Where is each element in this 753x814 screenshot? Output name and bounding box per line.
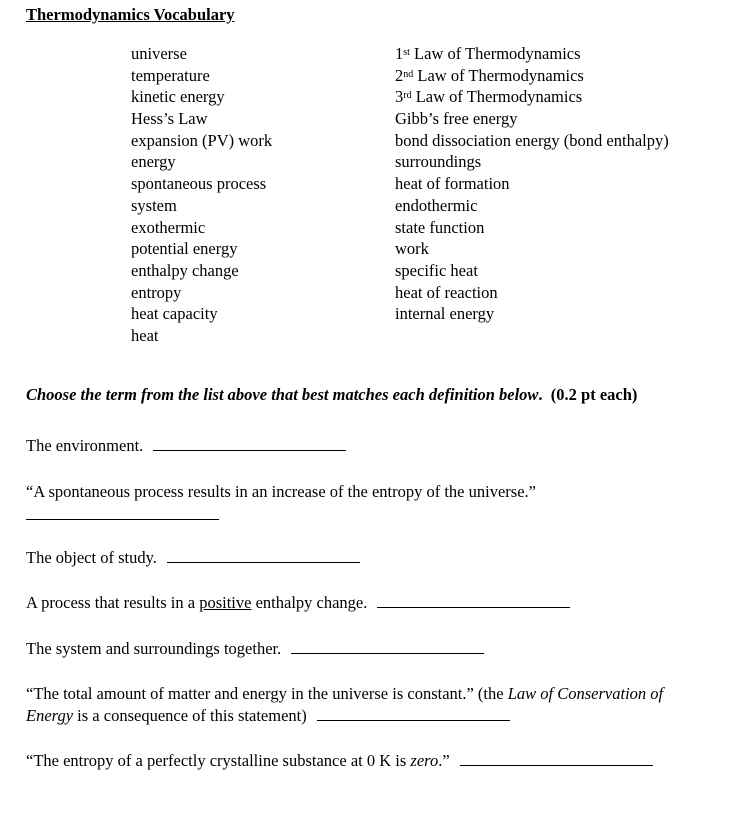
question-1 — [26, 436, 346, 456]
question-3 — [26, 548, 360, 568]
answer-blank-3[interactable] — [167, 548, 360, 563]
vocab-term: enthalpy change — [131, 260, 239, 280]
vocab-term: heat capacity — [131, 304, 218, 324]
instructions-period: . — [538, 385, 543, 404]
page-title: Thermodynamics Vocabulary — [26, 5, 235, 24]
vocab-term: expansion (PV) work — [131, 130, 273, 150]
law-number: 3 — [395, 87, 404, 107]
question-5 — [26, 639, 484, 659]
question-text: “The entropy of a perfectly crystalline substance at 0 K is — [26, 751, 411, 770]
vocab-term: specific heat — [395, 260, 478, 280]
question-7 — [26, 751, 653, 771]
vocab-term: temperature — [131, 65, 210, 85]
vocab-term: heat — [131, 325, 159, 345]
answer-blank-5[interactable] — [291, 639, 484, 654]
question-text: “A spontaneous process results in an increase of the entropy of the universe.” — [26, 482, 536, 501]
ordinal-suffix: rd — [403, 90, 412, 102]
question-text: enthalpy change. — [251, 593, 368, 612]
question-6 — [26, 684, 663, 704]
vocab-list-right — [395, 43, 669, 325]
answer-blank-2[interactable] — [26, 505, 219, 520]
vocab-term: spontaneous process — [131, 174, 267, 194]
vocab-term: Gibb’s free energy — [395, 109, 518, 129]
instructions — [26, 385, 637, 405]
ordinal-suffix: nd — [403, 68, 414, 80]
vocab-term: surroundings — [395, 152, 482, 172]
instructions-text: Choose the term from the list above that best matches each definition below — [26, 385, 539, 404]
vocab-term: endothermic — [395, 195, 478, 215]
answer-blank-7[interactable] — [460, 751, 653, 766]
ordinal-suffix: st — [403, 47, 410, 58]
vocab-term: system — [131, 195, 177, 215]
vocab-term: bond dissociation energy (bond enthalpy) — [395, 130, 669, 150]
points-value: (0.2 pt each) — [550, 385, 638, 404]
vocab-term: internal energy — [395, 304, 495, 324]
law-text: Law of Thermodynamics — [411, 87, 583, 107]
italic-term: zero — [410, 751, 439, 770]
law-text: Law of Thermodynamics — [413, 65, 584, 85]
question-text: .” — [438, 751, 450, 770]
vocab-term: entropy — [131, 282, 182, 302]
vocab-term: Hess’s Law — [131, 109, 208, 129]
question-text: The system and surroundings together. — [26, 639, 282, 658]
answer-blank-1[interactable] — [153, 436, 346, 451]
question-2-answer — [26, 505, 219, 525]
law-number: 1 — [395, 44, 404, 63]
vocab-term: universe — [131, 44, 187, 63]
vocab-term: state function — [395, 217, 485, 237]
vocab-term-law-2 — [395, 65, 669, 87]
underlined-word: positive — [199, 593, 252, 612]
vocab-list-left — [131, 43, 272, 347]
vocab-term: heat of formation — [395, 174, 510, 194]
answer-blank-4[interactable] — [377, 593, 570, 608]
question-text: A process that results in a — [26, 593, 200, 612]
vocab-term: kinetic energy — [131, 87, 225, 107]
question-6-cont — [26, 706, 510, 726]
vocab-term: potential energy — [131, 239, 238, 259]
italic-term: Energy — [26, 706, 74, 725]
vocab-term: energy — [131, 152, 176, 172]
answer-blank-6[interactable] — [317, 706, 510, 721]
vocab-term-law-3 — [395, 86, 669, 108]
vocab-term-law-1 — [395, 43, 669, 65]
question-text: is a consequence of this statement) — [73, 706, 307, 725]
question-text: “The total amount of matter and energy in the universe is constant.” (the — [26, 684, 508, 703]
law-number: 2 — [395, 65, 404, 85]
question-text: The environment. — [26, 436, 144, 455]
vocab-term: work — [395, 239, 429, 259]
vocab-term: heat of reaction — [395, 282, 498, 302]
vocab-term: exothermic — [131, 217, 206, 237]
law-text: Law of Thermodynamics — [409, 44, 581, 63]
question-text: The object of study. — [26, 548, 157, 567]
question-4 — [26, 593, 570, 613]
question-2 — [26, 482, 536, 502]
italic-term: Law of Conservation of — [507, 684, 664, 703]
